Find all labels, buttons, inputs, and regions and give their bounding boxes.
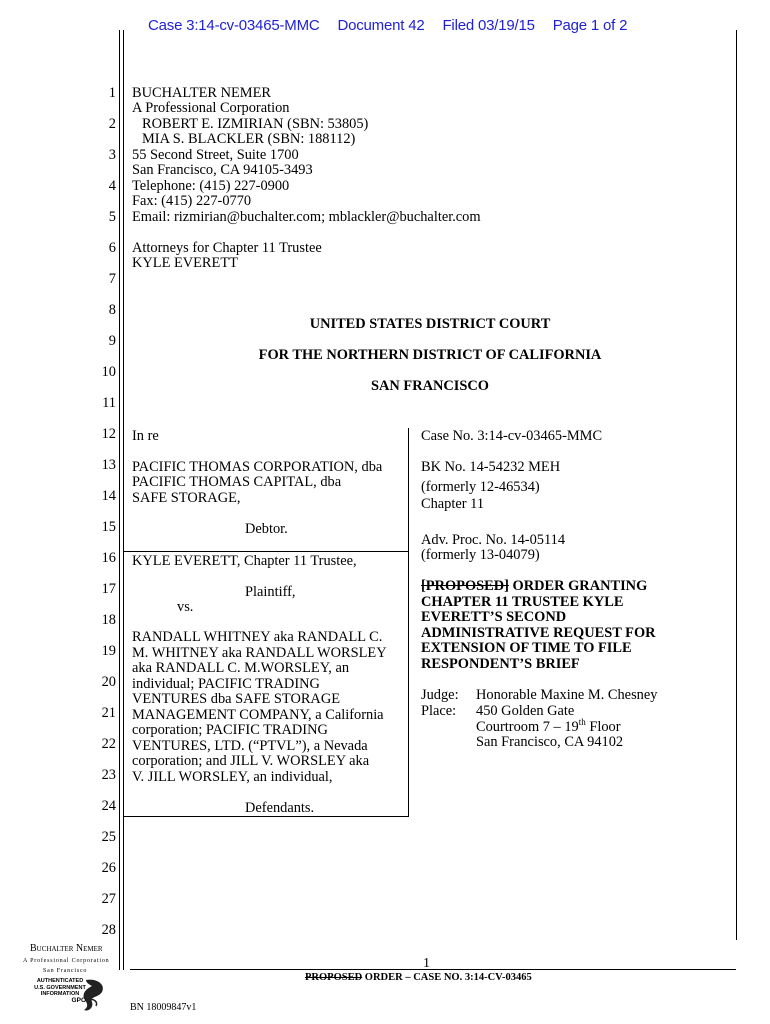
line-number: 27 (101, 891, 116, 907)
order-title-line: CHAPTER 11 TRUSTEE KYLE (421, 594, 624, 610)
bk-number-former: (formerly 12-46534) (421, 479, 540, 495)
place-address: 450 Golden Gate (476, 703, 575, 719)
firm-name: BUCHALTER NEMER (132, 85, 271, 101)
line-number: 28 (101, 922, 116, 938)
line-number: 4 (108, 178, 116, 194)
plaintiff-label: Plaintiff, (245, 584, 296, 600)
defendant-names: V. JILL WORSLEY, an individual, (132, 769, 333, 785)
order-title-line (421, 579, 647, 595)
plaintiff-name: KYLE EVERETT, Chapter 11 Trustee, (132, 553, 357, 569)
defendant-names: M. WHITNEY aka RANDALL WORSLEY (132, 645, 387, 661)
order-title-line: RESPONDENT’S BRIEF (421, 656, 580, 672)
line-number: 3 (108, 147, 116, 163)
page-number: 1 (423, 956, 430, 971)
firm-type: A Professional Corporation (132, 100, 290, 116)
footer-rule (130, 969, 736, 970)
place-city: San Francisco, CA 94102 (476, 734, 624, 750)
footer-firm-city: San Francisco (43, 968, 88, 974)
seal-line: INFORMATION (40, 991, 80, 997)
line-number: 19 (101, 643, 116, 659)
caption-rule (124, 551, 409, 552)
defendant-names: aka RANDALL C. M.WORSLEY, an (132, 660, 350, 676)
debtor-name: PACIFIC THOMAS CORPORATION, dba (132, 459, 383, 475)
order-title-text: ORDER GRANTING (508, 578, 648, 594)
attorney-name: MIA S. BLACKLER (SBN: 188112) (142, 131, 356, 147)
judge-name: Honorable Maxine M. Chesney (476, 687, 658, 703)
line-number: 21 (101, 705, 116, 721)
line-number: 2 (108, 116, 116, 132)
order-title-line: EVERETT’S SECOND (421, 609, 567, 625)
header-document-number: Document 42 (337, 17, 425, 34)
versus-label: vs. (177, 599, 194, 615)
firm-city: San Francisco, CA 94105-3493 (132, 162, 313, 178)
adversary-number-former: (formerly 13-04079) (421, 547, 540, 563)
line-number: 22 (101, 736, 116, 752)
line-number: 9 (108, 333, 116, 349)
header-filed-date: Filed 03/19/15 (442, 17, 535, 34)
courtroom-text: Courtroom 7 – 19 (476, 719, 579, 735)
court-district: FOR THE NORTHERN DISTRICT OF CALIFORNIA (258, 347, 602, 363)
case-number: Case No. 3:14-cv-03465-MMC (421, 428, 603, 444)
debtor-label: Debtor. (245, 521, 288, 537)
bk-chapter: Chapter 11 (421, 496, 485, 512)
footer-title-text: ORDER – CASE NO. 3:14-CV-03465 (362, 972, 532, 983)
line-number: 10 (101, 364, 116, 380)
header-case-number: Case 3:14-cv-03465-MMC (148, 17, 320, 34)
debtor-name: PACIFIC THOMAS CAPITAL, dba (132, 474, 342, 490)
caption-divider (408, 428, 409, 816)
footer-firm-type: A Professional Corporation (23, 958, 110, 964)
floor-ordinal: th (578, 717, 586, 728)
left-margin-rule-inner (123, 30, 124, 970)
ecf-header-stamp (148, 17, 641, 34)
left-margin-rule (119, 30, 120, 970)
header-page-count: Page 1 of 2 (552, 17, 628, 34)
footer-firm-name: Buchalter Nemer (30, 943, 103, 954)
defendant-names: individual; PACIFIC TRADING (132, 676, 320, 692)
order-title-line: EXTENSION OF TIME TO FILE (421, 640, 632, 656)
place-label: Place: (421, 703, 457, 719)
adversary-number: Adv. Proc. No. 14-05114 (421, 532, 566, 548)
defendant-names: corporation; PACIFIC TRADING (132, 722, 328, 738)
line-number: 20 (101, 674, 116, 690)
defendant-names: MANAGEMENT COMPANY, a California (132, 707, 384, 723)
debtor-name: SAFE STORAGE, (132, 490, 241, 506)
line-number: 13 (101, 457, 116, 473)
seal-line: GPO (71, 996, 86, 1004)
line-number: 6 (108, 240, 116, 256)
footer-proposed-strikethrough: PROPOSED (305, 972, 363, 983)
defendant-names: RANDALL WHITNEY aka RANDALL C. (132, 629, 383, 645)
line-number: 17 (101, 581, 116, 597)
defendant-names: VENTURES dba SAFE STORAGE (132, 691, 341, 707)
bk-number: BK No. 14-54232 MEH (421, 459, 561, 475)
judge-label: Judge: (421, 687, 459, 703)
seal-text (34, 978, 86, 1004)
seal-line: U.S. GOVERNMENT (34, 984, 86, 991)
line-number: 24 (101, 798, 116, 814)
firm-address: 55 Second Street, Suite 1700 (132, 147, 299, 163)
line-number: 7 (108, 271, 116, 287)
in-re-label: In re (132, 428, 159, 444)
footer-title (305, 972, 532, 983)
order-title-line: ADMINISTRATIVE REQUEST FOR (421, 625, 656, 641)
attorneys-for-label: Attorneys for Chapter 11 Trustee (132, 240, 322, 256)
firm-telephone: Telephone: (415) 227-0900 (132, 178, 290, 194)
firm-email: Email: rizmirian@buchalter.com; mblackler@buchalter.com (132, 209, 481, 225)
document-id: BN 18009847v1 (130, 1002, 197, 1013)
line-number: 11 (102, 395, 116, 411)
line-number: 15 (101, 519, 116, 535)
line-number: 16 (101, 550, 116, 566)
line-number: 12 (101, 426, 116, 442)
court-division: SAN FRANCISCO (371, 378, 489, 394)
line-number: 1 (108, 85, 116, 101)
seal-line: AUTHENTICATED (36, 978, 84, 984)
right-margin-rule (736, 30, 737, 940)
defendant-names: corporation; and JILL V. WORSLEY aka (132, 753, 370, 769)
proposed-strikethrough: [PROPOSED] (421, 578, 509, 594)
line-number: 8 (108, 302, 116, 318)
defendant-names: VENTURES, LTD. (“PTVL”), a Nevada (132, 738, 368, 754)
firm-fax: Fax: (415) 227-0770 (132, 193, 252, 209)
floor-label: Floor (585, 719, 621, 735)
line-number: 26 (101, 860, 116, 876)
defendants-label: Defendants. (245, 800, 315, 816)
line-number: 14 (101, 488, 116, 504)
attorneys-for-client: KYLE EVERETT (132, 255, 238, 271)
court-name: UNITED STATES DISTRICT COURT (309, 316, 551, 332)
attorney-name: ROBERT E. IZMIRIAN (SBN: 53805) (142, 116, 369, 132)
line-number: 25 (101, 829, 116, 845)
line-number: 5 (108, 209, 116, 225)
line-number: 18 (101, 612, 116, 628)
line-number: 23 (101, 767, 116, 783)
gpo-authentication-seal (26, 976, 108, 1014)
